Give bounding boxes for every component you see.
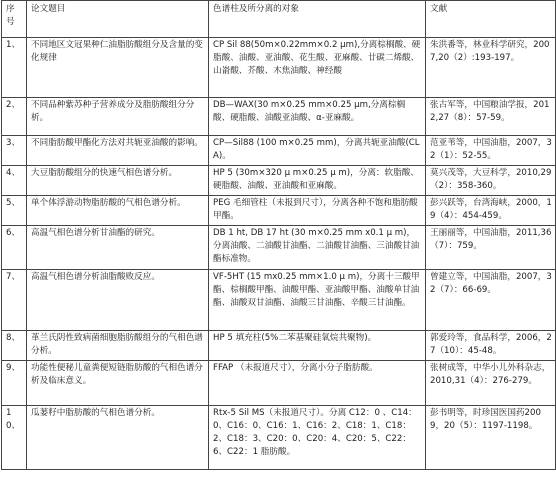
row-title: 功能性便秘儿童粪便短链脂肪酸的气相色谱分析及临床意义。 <box>27 361 209 406</box>
row-number: 5、 <box>2 196 27 226</box>
row-number: 4、 <box>2 166 27 196</box>
row-title: 瓜蒌籽中脂肪酸的气相色谱分析。 <box>27 406 209 470</box>
row-number: 6、 <box>2 226 27 270</box>
row-title: 高温气相色谱分析油脂酸败反应。 <box>27 270 209 331</box>
row-title: 革兰氏阴性致病菌细胞脂肪酸组分的气相色谱分析。 <box>27 331 209 361</box>
row-column: DB—WAX(30 m×0.25 mm×0.25 μm,分离棕榈酸、硬脂酸、油酸亚油酸、α-亚麻酸。 <box>209 98 426 136</box>
literature-table <box>1 0 556 470</box>
row-number: 2、 <box>2 98 27 136</box>
row-reference: 朱洪番等，林业科学研究，2007,20（2）:193-197。 <box>426 38 556 98</box>
table-row <box>2 166 556 196</box>
row-reference: 张古军等，中国粮油学报，2012,27（8）：57-59。 <box>426 98 556 136</box>
row-title: 大豆脂肪酸组分的快速气相色谱分析。 <box>27 166 209 196</box>
table-row <box>2 270 556 331</box>
row-reference: 范亚苇等，中国油脂，2007，32（1）：52-55。 <box>426 136 556 166</box>
row-reference: 张树成等，中华小儿外科杂志，2010,31（4）：276-279。 <box>426 361 556 406</box>
table-row <box>2 331 556 361</box>
header-reference: 文献 <box>426 1 556 38</box>
table-row <box>2 38 556 98</box>
row-title: 不同地区文冠果种仁油脂肪酸组分及含量的变化规律 <box>27 38 209 98</box>
row-title: 单个体浮游动物脂肪酸的气相色谱分析。 <box>27 196 209 226</box>
header-title: 论文题目 <box>27 1 209 38</box>
table-row <box>2 196 556 226</box>
row-number: 7、 <box>2 270 27 331</box>
table-row <box>2 361 556 406</box>
table-row <box>2 226 556 270</box>
table-row <box>2 406 556 470</box>
row-reference: 王丽丽等，中国油脂，2011,36（7）：759。 <box>426 226 556 270</box>
row-column: DB 1 ht, DB 17 ht (30 m×0.25 mm x0.1 μ m)，分离油酸、二油酸甘油酯、二油酸甘油酯、三油酸甘油酯标准物。 <box>209 226 426 270</box>
row-number: 3、 <box>2 136 27 166</box>
row-reference: 曾建立等，中国油脂，2007，32（7）：66-69。 <box>426 270 556 331</box>
row-number: 10、 <box>2 406 27 470</box>
row-title: 不同脂肪酸甲酯化方法对共轭亚油酸的影响。 <box>27 136 209 166</box>
row-reference: 彭书明等，时珍国医国药2009，20（5）：1197-1198。 <box>426 406 556 470</box>
row-column: FFAP （未报道尺寸），分离小分子脂肪酸。 <box>209 361 426 406</box>
header-no: 序 号 <box>2 1 27 38</box>
row-column: Rtx-5 Sil MS（未报道尺寸）。分离 C12：0 、C14：0、C16：0、C16：1、C16：2、C18：1、C18：2、C18：3、C20：0、C20：4、C20：5、C22：6、C22：1 脂肪酸。 <box>209 406 426 470</box>
table-row <box>2 98 556 136</box>
header-row <box>2 1 556 38</box>
header-column: 色谱柱及所分离的对象 <box>209 1 426 38</box>
row-title: 不同品种紫苏种子营养成分及脂肪酸组分分析。 <box>27 98 209 136</box>
row-number: 9、 <box>2 361 27 406</box>
row-column: CP Sil 88(50m×0.22mm×0.2 μm),分离棕榈酸、硬脂酸、油酸、亚油酸、花生酸、亚麻酸、廿碳二烯酸、山嵛酸、芥酸、木焦油酸、神经酸 <box>209 38 426 98</box>
table-row <box>2 136 556 166</box>
row-reference: 彭兴跃等，台湾海峡，2000，19（4）：454-459。 <box>426 196 556 226</box>
row-reference: 郭爱玲等，食品科学，2006，27（10）：45-48。 <box>426 331 556 361</box>
row-column: HP 5 (30m×320 μ m×0.25 μ m)，分离：软脂酸、硬脂酸、油酸、亚油酸和亚麻酸。 <box>209 166 426 196</box>
row-title: 高温气相色谱分析甘油酯的研究。 <box>27 226 209 270</box>
row-column: PEG 毛细管柱（未报到尺寸），分离各种不饱和脂肪酸甲酯。 <box>209 196 426 226</box>
row-number: 8、 <box>2 331 27 361</box>
row-column: CP—Sil88 (100 m×0.25 mm)，分离共轭亚油酸(CLA)。 <box>209 136 426 166</box>
row-column: HP 5 填充柱(5%二苯基聚硅氧烷共聚物)。 <box>209 331 426 361</box>
row-reference: 莫兴茂等，大豆科学，2010,29（2）：358-360。 <box>426 166 556 196</box>
row-column: VF-5HT (15 mx0.25 mm×1.0 μ m)，分离十三酸甲酯、棕榈酸甲酯、油酸甲酯、亚油酸甲酯、油酸单甘油酯、油酸双甘油酯、油酸三甘油酯、辛酸三甘油酯。 <box>209 270 426 331</box>
row-number: 1、 <box>2 38 27 98</box>
